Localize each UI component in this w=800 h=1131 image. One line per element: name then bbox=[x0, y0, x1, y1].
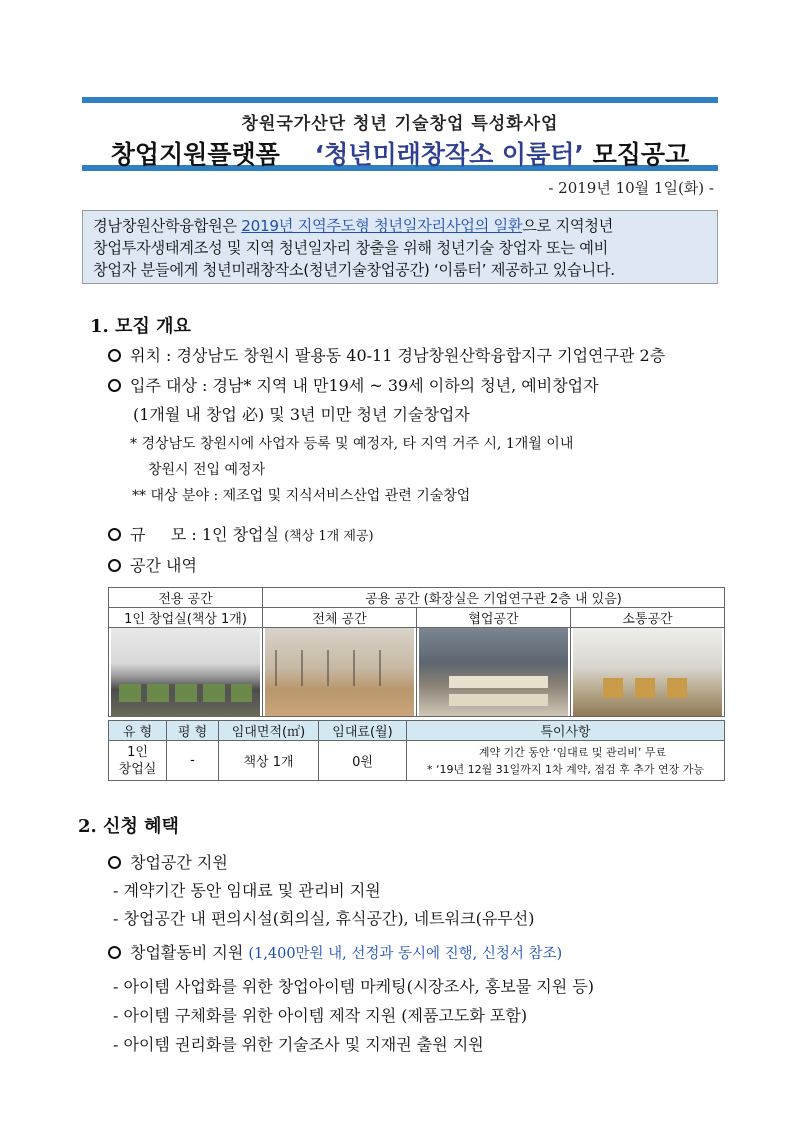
scale-small-text: (책상 1개 제공) bbox=[284, 529, 374, 544]
table-cell: 0원 bbox=[319, 741, 407, 781]
title-highlight: ‘청년미래창작소 이룸터’ bbox=[314, 140, 584, 169]
benefit-2b: - 아이템 구체화를 위한 아이템 제작 지원 (제품고도화 포함) bbox=[113, 1006, 528, 1025]
table-header: 특이사항 bbox=[407, 721, 725, 741]
bullet-circle-icon bbox=[108, 528, 121, 541]
table-cell bbox=[407, 741, 725, 781]
space-text: 공간 내역 bbox=[130, 556, 197, 575]
note-2: ** 대상 분야 : 제조업 및 지식서비스산업 관련 기술창업 bbox=[132, 488, 471, 504]
hall-photo bbox=[265, 628, 414, 716]
table-cell: 공용 공간 (화장실은 기업연구관 2층 내 있음) bbox=[263, 588, 725, 608]
table-cell bbox=[109, 628, 263, 717]
lounge-photo bbox=[573, 628, 722, 716]
table-row bbox=[109, 608, 725, 628]
table-header: 평 형 bbox=[167, 721, 219, 741]
benefit-1b: - 창업공간 내 편의시설(회의실, 휴식공간), 네트워크(유무선) bbox=[113, 909, 535, 928]
table-header: 임대면적(㎡) bbox=[219, 721, 319, 741]
table-row bbox=[109, 628, 725, 717]
benefit-1 bbox=[108, 850, 228, 873]
benefit-2-text: 창업활동비 지원 bbox=[130, 943, 244, 962]
bullet-circle-icon bbox=[108, 946, 121, 959]
note-line-2: * ‘19년 12월 31일까지 1차 계약, 점검 후 추가 연장 가능 bbox=[426, 762, 705, 776]
table-row bbox=[109, 741, 725, 781]
table-row bbox=[109, 721, 725, 741]
office-photo bbox=[111, 628, 260, 716]
table-cell bbox=[109, 741, 167, 781]
coworking-photo bbox=[419, 628, 568, 716]
intro-line-1 bbox=[93, 215, 707, 237]
table-header: 유 형 bbox=[109, 721, 167, 741]
intro-line-3: 창업자 분들에게 청년미래창작소(청년기술창업공간) ‘이룸터’ 제공하고 있습니다. bbox=[93, 261, 615, 279]
table-cell: 전용 공간 bbox=[109, 588, 263, 608]
benefit-2-note: (1,400만원 내, 선정과 동시에 진행, 신청서 참조) bbox=[248, 946, 563, 962]
bullet-circle-icon bbox=[108, 856, 121, 869]
intro-line-2: 창업투자생태계조성 및 지역 청년일자리 창출을 위해 청년기술 창업자 또는 예비 bbox=[93, 239, 608, 257]
header-title bbox=[82, 135, 718, 171]
bullet-circle-icon bbox=[108, 379, 121, 392]
location-text: 위치 : 경상남도 창원시 팔용동 40-11 경남창원산학융합지구 기업연구관 2층 bbox=[130, 346, 666, 365]
benefit-1-text: 창업공간 지원 bbox=[130, 853, 228, 872]
scale-item bbox=[108, 522, 374, 545]
space-item bbox=[108, 553, 197, 576]
notice-date: - 2019년 10월 1일(화) - bbox=[548, 179, 714, 197]
scale-text: 규 모 : 1인 창업실 bbox=[130, 525, 279, 544]
type-line-2: 창업실 bbox=[118, 761, 157, 777]
benefit-2a: - 아이템 사업화를 위한 창업아이템 마케팅(시장조사, 홍보물 지원 등) bbox=[113, 977, 594, 996]
table-cell: 소통공간 bbox=[571, 608, 725, 628]
title-prefix: 창업지원플랫폼 bbox=[110, 140, 280, 169]
intro-text-b: 으로 지역청년 bbox=[522, 217, 613, 235]
location-item bbox=[108, 343, 665, 366]
title-suffix: 모집공고 bbox=[592, 140, 690, 169]
section-1-title: 1. 모집 개요 bbox=[90, 316, 191, 337]
table-row bbox=[109, 588, 725, 608]
target-text-2: (1개월 내 창업 必) 및 3년 미만 청년 기술창업자 bbox=[133, 405, 470, 424]
table-header: 임대료(월) bbox=[319, 721, 407, 741]
table-cell: 전체 공간 bbox=[263, 608, 417, 628]
space-table bbox=[108, 587, 725, 717]
target-text-1: 입주 대상 : 경남* 지역 내 만19세 ~ 39세 이하의 청년, 예비창업자 bbox=[130, 376, 599, 395]
target-item bbox=[108, 373, 599, 396]
bullet-circle-icon bbox=[108, 559, 121, 572]
intro-box bbox=[82, 210, 718, 284]
table-cell bbox=[571, 628, 725, 717]
table-cell: 책상 1개 bbox=[219, 741, 319, 781]
type-line-1: 1인 bbox=[127, 744, 148, 760]
intro-link[interactable]: 2019년 지역주도형 청년일자리사업의 일환 bbox=[241, 217, 523, 235]
rent-table bbox=[108, 720, 725, 781]
section-2-title: 2. 신청 혜택 bbox=[78, 816, 179, 837]
table-cell: 협업공간 bbox=[417, 608, 571, 628]
bullet-circle-icon bbox=[108, 349, 121, 362]
table-cell bbox=[417, 628, 571, 717]
note-1b: 창원시 전입 예정자 bbox=[148, 462, 266, 478]
benefit-2c: - 아이템 권리화를 위한 기술조사 및 지재권 출원 지원 bbox=[113, 1035, 484, 1054]
header-subtitle: 창원국가산단 청년 기술창업 특성화사업 bbox=[241, 114, 559, 134]
note-1a: * 경상남도 창원시에 사업자 등록 및 예정자, 타 지역 거주 시, 1개월 이내 bbox=[130, 436, 574, 452]
benefit-1a: - 계약기간 동안 임대료 및 관리비 지원 bbox=[113, 881, 381, 900]
header-banner bbox=[82, 97, 718, 171]
table-cell: 1인 창업실(책상 1개) bbox=[109, 608, 263, 628]
intro-text-a: 경남창원산학융합원은 bbox=[93, 217, 242, 235]
table-cell: - bbox=[167, 741, 219, 781]
table-cell bbox=[263, 628, 417, 717]
note-line-1: 계약 기간 동안 ‘임대료 및 관리비’ 무료 bbox=[478, 745, 667, 759]
benefit-2 bbox=[108, 940, 562, 963]
